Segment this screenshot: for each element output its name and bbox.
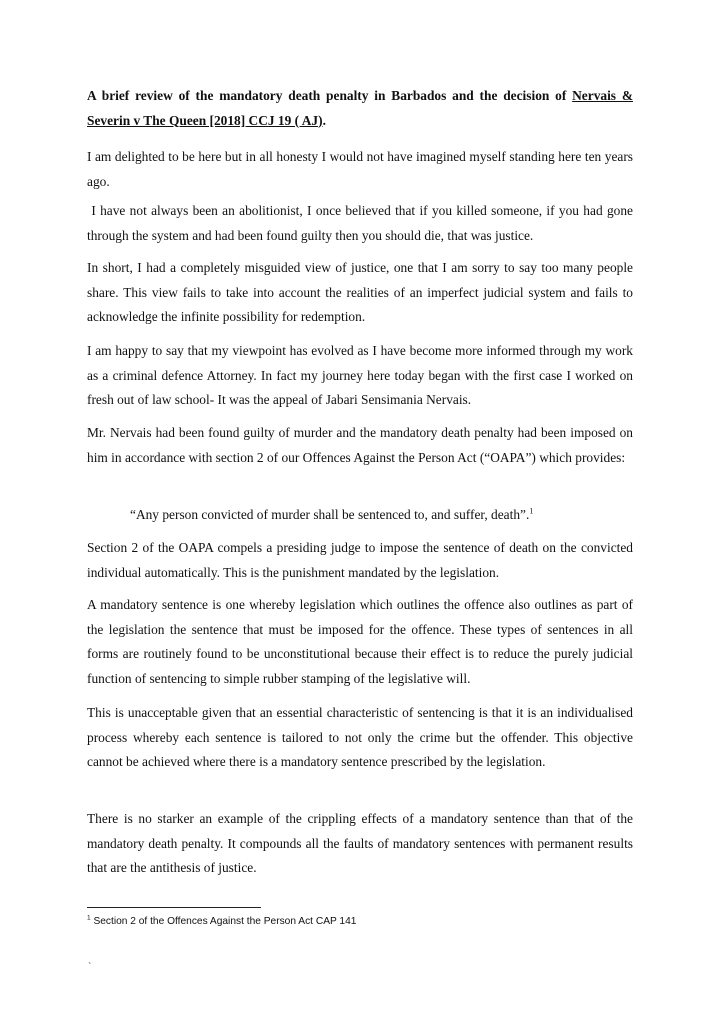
paragraph-6: Section 2 of the OAPA compels a presiding judge to impose the sentence of death on the convicted individual automatically. This is the punishment mandated by the legislation. [87,540,633,580]
document-title [87,84,633,133]
title-suffix: . [322,112,326,128]
statute-quote [130,503,630,528]
paragraph-9: There is no starker an example of the crippling effects of a mandatory sentence than that of the mandatory death penalty. It compounds all the faults of mandatory sentences with permanent results that are the antithesis of justice. [87,811,633,875]
paragraph-3: In short, I had a completely misguided view of justice, one that I am sorry to say too many people share. This view fails to take into account the realities of an imperfect judicial system and fails to acknowledge the infinite possibility for redemption. [87,260,633,324]
paragraph-2: I have not always been an abolitionist, I once believed that if you killed someone, if you had gone through the system and had been found guilty then you should die, that was justice. [87,203,637,243]
page-mark: ` [88,962,92,973]
paragraph-7: A mandatory sentence is one whereby legislation which outlines the offence also outlines as part of the legislation the sentence that must be imposed for the offence. These types of sentences in all forms are routinely found to be unconstitutional because their effect is to reduce the purely judicial function of sentencing to simple rubber stamping of the legislative will. [87,597,633,686]
footnote-number: 1 [87,914,91,922]
case-citation: Nervais & Severin v The Queen [2018] CCJ 19 ( AJ) [87,88,633,128]
footnote-separator [87,907,261,908]
footnote-reference[interactable]: 1 [529,506,534,516]
quote-text: “Any person convicted of murder shall be sentenced to, and suffer, death”. [130,507,530,522]
title-prefix: A brief review of the mandatory death penalty in Barbados and the decision of [87,88,573,103]
paragraph-1: I am delighted to be here but in all honesty I would not have imagined myself standing here ten years ago. [87,149,633,189]
footnote-text: Section 2 of the Offences Against the Person Act CAP 141 [90,916,357,927]
footnote [87,916,356,927]
paragraph-8: This is unacceptable given that an essential characteristic of sentencing is that it is an individualised process whereby each sentence is tailored to not only the crime but the offender. This objective cannot be achieved where there is a mandatory sentence prescribed by the legislation. [87,705,633,769]
paragraph-4: I am happy to say that my viewpoint has evolved as I have become more informed through my work as a criminal defence Attorney. In fact my journey here today began with the first case I worked on fresh out of law school- It was the appeal of Jabari Sensimania Nervais. [87,343,633,407]
paragraph-5: Mr. Nervais had been found guilty of murder and the mandatory death penalty had been imposed on him in accordance with section 2 of our Offences Against the Person Act (“OAPA”) which provides: [87,425,633,465]
